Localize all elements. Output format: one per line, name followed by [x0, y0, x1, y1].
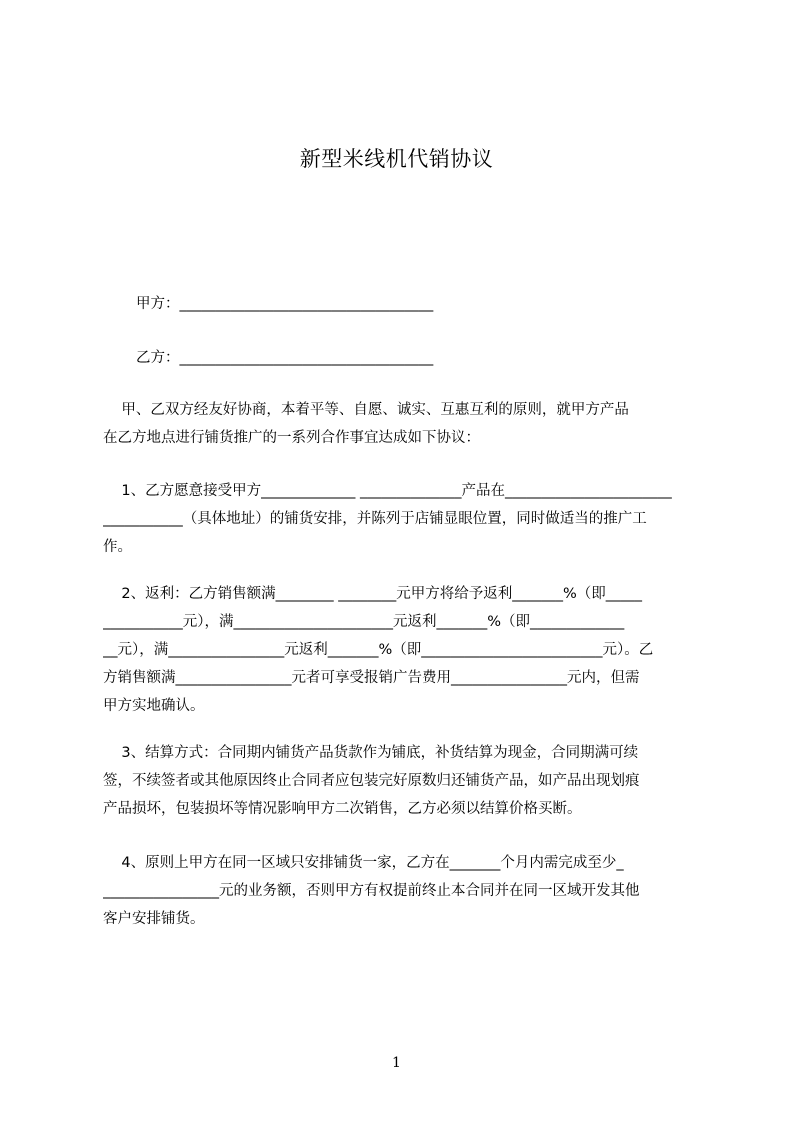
clause-3-line: 签，不续签者或其他原因终止合同者应包装完好原数归还铺货产品，如产品出现划痕: [103, 773, 640, 789]
party-a-line: 甲方：___________________________________: [136, 296, 434, 312]
clause-4-line: 客户安排铺货。: [103, 911, 205, 927]
clause-2-line: 2、返利：乙方销售额满________ ________元甲方将给予返利_______%（即_____: [103, 586, 643, 602]
clause-2-line: ___________元），满______________________元返利_______%（即_____________: [103, 614, 625, 630]
party-b-line: 乙方：___________________________________: [136, 350, 434, 366]
clause-1-line: ___________（具体地址）的铺货安排，并陈列于店铺显眼位置，同时做适当的推广工: [103, 511, 647, 527]
clause-1-paragraph: [103, 477, 703, 561]
clause-1-line: 作。: [103, 539, 132, 555]
intro-paragraph: [103, 396, 703, 452]
clause-4-line: 4、原则上甲方在同一区域只安排铺货一家，乙方在_______个月内需完成至少_: [103, 855, 624, 871]
intro-line: 在乙方地点进行铺货推广的一系列合作事宜达成如下协议：: [103, 430, 480, 446]
clause-3-paragraph: [103, 739, 703, 823]
intro-line: 甲、乙双方经友好协商，本着平等、自愿、诚实、互惠互利的原则，就甲方产品: [103, 402, 629, 418]
clause-3-line: 产品损坏，包装损坏等情况影响甲方二次销售，乙方必须以结算价格买断。: [103, 801, 582, 817]
clause-2-line: 甲方实地确认。: [103, 698, 205, 714]
page-number: 1: [392, 1055, 401, 1071]
clause-2-line: 方销售额满________________元者可享受报销广告费用________________元内，但需: [103, 670, 640, 686]
clause-2-paragraph: [103, 580, 703, 720]
clause-4-line: ________________元的业务额，否则甲方有权提前终止本合同并在同一区域开发其他: [103, 883, 640, 899]
clause-2-line: __元），满________________元返利_______%（即_________________________元）。乙: [103, 642, 654, 658]
document-title: 新型米线机代销协议: [299, 147, 494, 171]
clause-4-paragraph: [103, 849, 703, 933]
clause-1-line: 1、乙方愿意接受甲方_____________ ______________产品在_______________________: [103, 483, 672, 499]
clause-3-line: 3、结算方式：合同期内铺货产品货款作为铺底，补货结算为现金，合同期满可续: [103, 745, 639, 761]
